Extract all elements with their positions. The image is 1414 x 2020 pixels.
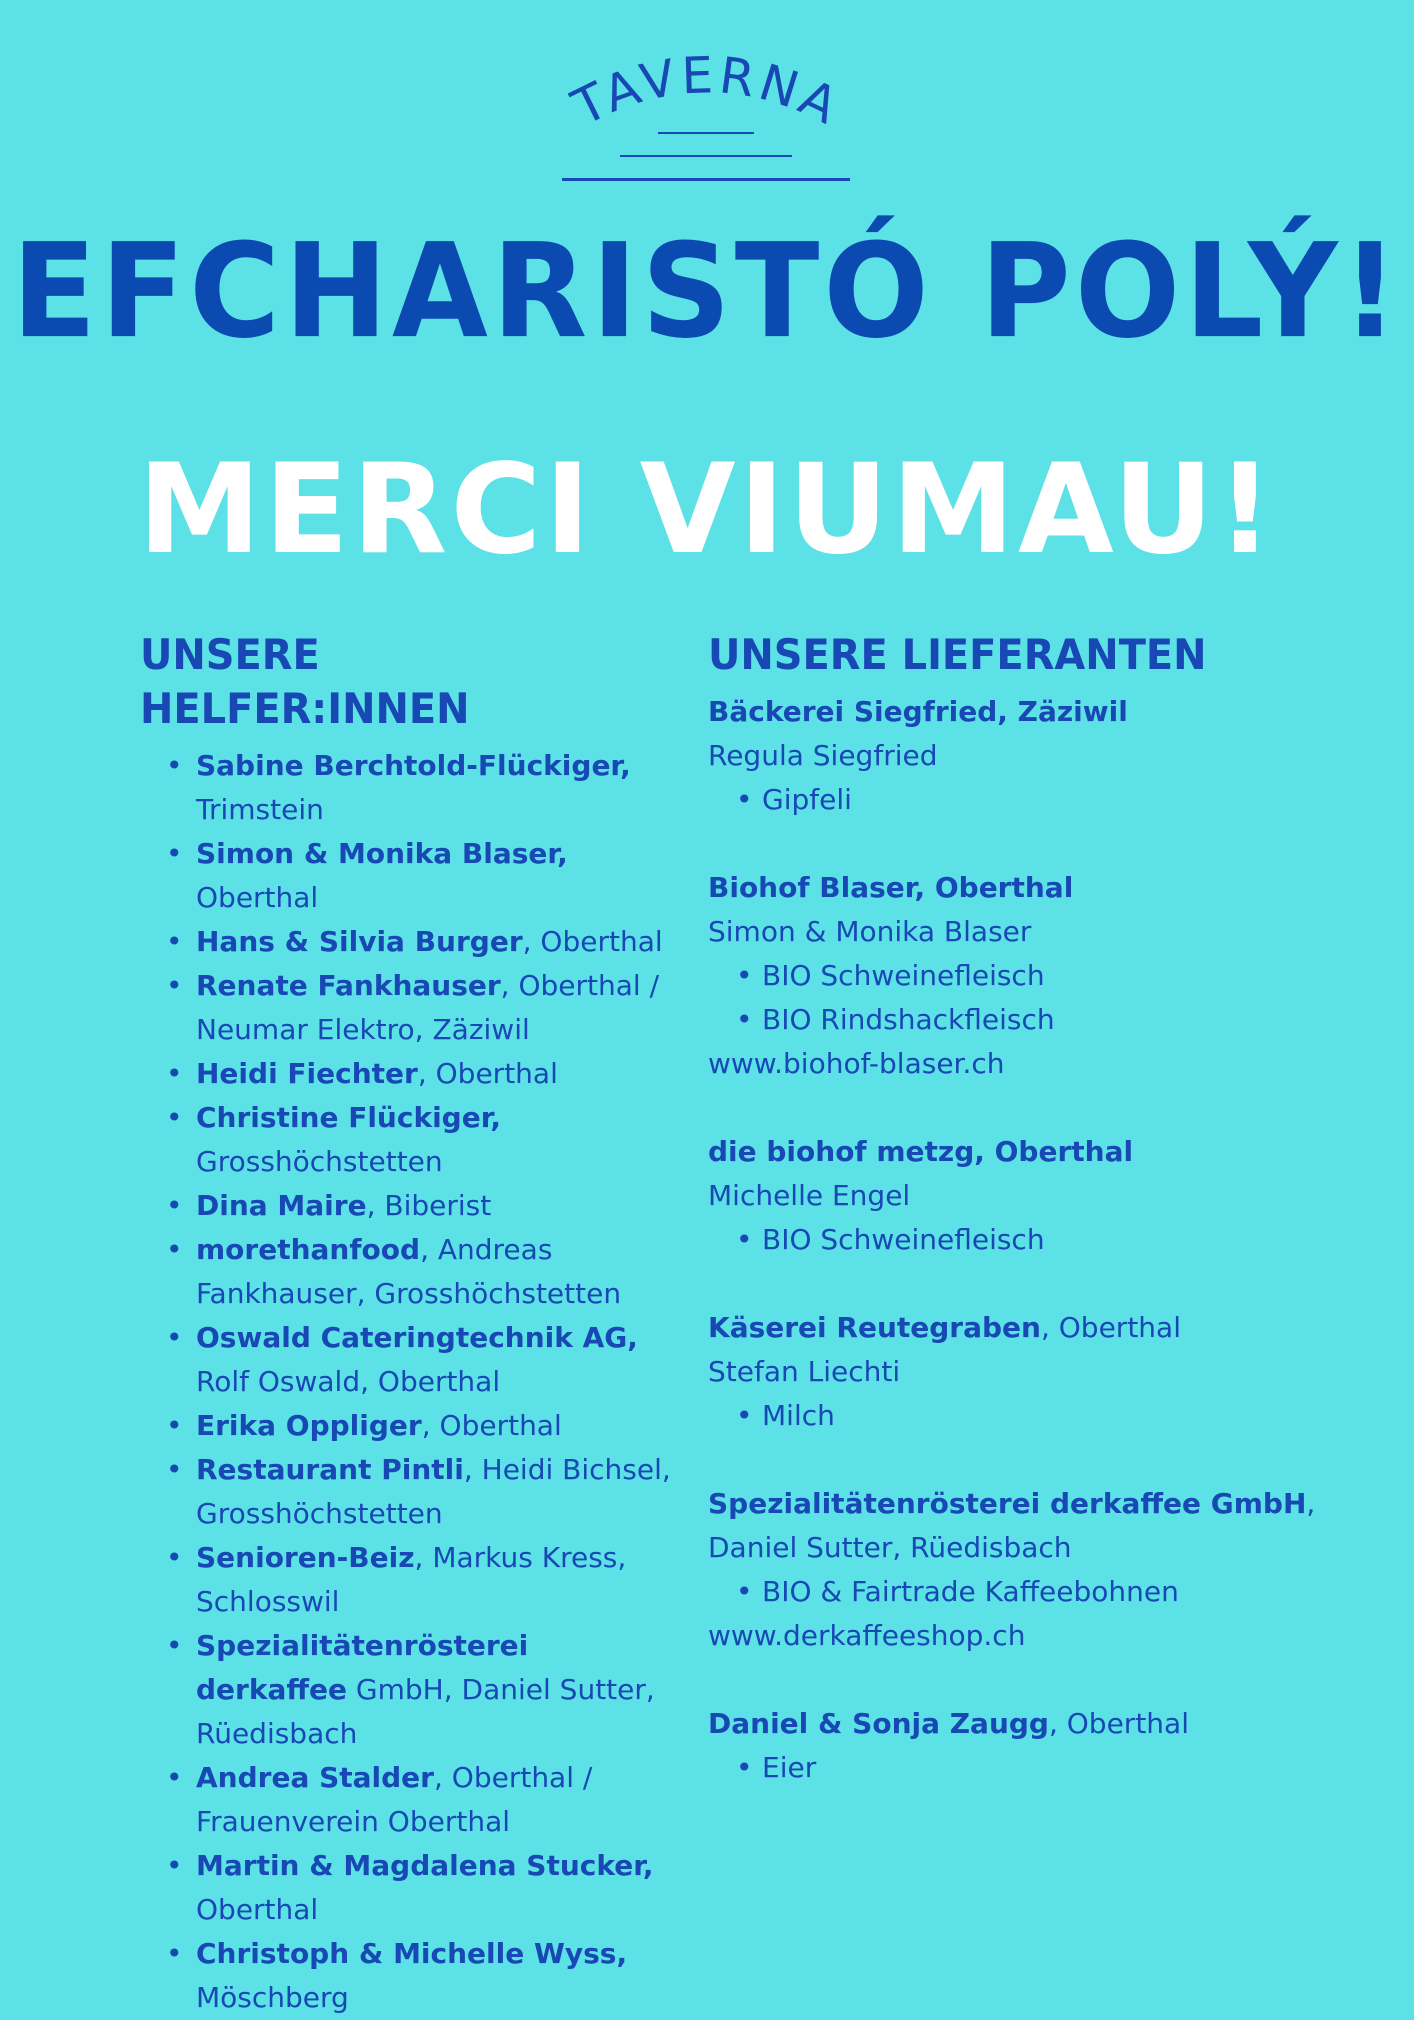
helper-name: Sabine Berchtold-Flückiger,: [196, 749, 631, 782]
helper-name: Martin & Magdalena Stucker,: [196, 1849, 654, 1882]
supplier-block: [708, 1482, 1328, 1658]
helper-name: Simon & Monika Blaser,: [196, 837, 568, 870]
helper-location: , Oberthal / Neumar Elektro, Zäziwil: [196, 969, 660, 1046]
helper-location: , Biberist: [366, 1189, 492, 1222]
supplier-name-line: [708, 866, 1328, 910]
title-greek-thanks: EFCHARISTÓ POLÝ!: [11, 216, 1403, 368]
helper-location: , Oberthal / Frauenverein Oberthal: [196, 1761, 593, 1838]
helper-location: Oberthal: [196, 881, 319, 914]
helper-item: [140, 832, 680, 920]
helper-location: , Markus Kress, Schlosswil: [196, 1541, 627, 1618]
supplier-products: [708, 1570, 1328, 1614]
helper-item: [140, 744, 680, 832]
helper-item: [140, 920, 680, 964]
supplier-products: [708, 1746, 1328, 1790]
supplier-block: [708, 690, 1328, 822]
supplier-name: Käserei Reutegraben: [708, 1311, 1041, 1344]
helper-name: Spezialitätenrösterei derkaffee: [196, 1629, 529, 1706]
supplier-product: • BIO & Fairtrade Kaffeebohnen: [708, 1570, 1328, 1614]
helper-item: [140, 1052, 680, 1096]
logo-divider-long: [562, 178, 850, 181]
supplier-name-line: [708, 690, 1328, 734]
helper-location: Trimstein: [196, 793, 324, 826]
helper-location: , Heidi Bichsel, Grosshöchstetten: [196, 1453, 671, 1530]
helper-item: [140, 1756, 680, 1844]
title-swiss-thanks: MERCI VIUMAU!: [137, 438, 1277, 582]
helper-name: Erika Oppliger: [196, 1409, 422, 1442]
suppliers-section: [708, 628, 1328, 1834]
supplier-website-link[interactable]: www.biohof-blaser.ch: [708, 1047, 1005, 1080]
helper-name: Andrea Stalder: [196, 1761, 434, 1794]
supplier-detail: , Oberthal: [1040, 1311, 1181, 1344]
supplier-block: [708, 1130, 1328, 1262]
helper-item: [140, 1448, 680, 1536]
supplier-name: Daniel & Sonja Zaugg: [708, 1707, 1049, 1740]
supplier-contact: Simon & Monika Blaser: [708, 915, 1032, 948]
taverna-logo-text: [557, 40, 857, 130]
helper-location: , Oberthal: [522, 925, 663, 958]
supplier-name: Bäckerei Siegfried, Zäziwil: [708, 695, 1128, 728]
helper-name: Dina Maire: [196, 1189, 367, 1222]
supplier-detail: , Daniel Sutter, Rüedisbach: [708, 1487, 1316, 1564]
svg-text:TAVERNA: TAVERNA: [563, 46, 851, 130]
helpers-list: [140, 744, 680, 2020]
helper-item: [140, 1184, 680, 1228]
helpers-section: [140, 628, 680, 2020]
helper-location: , Andreas Fankhauser, Grosshöchstetten: [196, 1233, 622, 1310]
helper-item: [140, 1404, 680, 1448]
supplier-products: [708, 954, 1328, 1042]
supplier-name-line: [708, 1702, 1328, 1746]
supplier-name: Biohof Blaser, Oberthal: [708, 871, 1074, 904]
supplier-contact: Michelle Engel: [708, 1179, 911, 1212]
helper-name: Hans & Silvia Burger: [196, 925, 523, 958]
supplier-products: [708, 1218, 1328, 1262]
supplier-product: • Eier: [708, 1746, 1328, 1790]
supplier-detail: , Oberthal: [1048, 1707, 1189, 1740]
supplier-name: Spezialitätenrösterei derkaffee GmbH: [708, 1487, 1307, 1520]
supplier-block: [708, 866, 1328, 1086]
helper-item: [140, 1316, 680, 1404]
helper-name: Christine Flückiger,: [196, 1101, 502, 1134]
helper-location: , Oberthal: [421, 1409, 562, 1442]
supplier-product: • BIO Schweinefleisch: [708, 1218, 1328, 1262]
supplier-name: die biohof metzg, Oberthal: [708, 1135, 1134, 1168]
helper-name: Renate Fankhauser: [196, 969, 501, 1002]
helper-location: Möschberg: [196, 1981, 349, 2014]
helper-location: Oberthal: [196, 1893, 319, 1926]
taverna-logo: [0, 40, 1414, 190]
helper-item: [140, 1844, 680, 1932]
helper-item: [140, 1536, 680, 1624]
supplier-product: • BIO Schweinefleisch: [708, 954, 1328, 998]
helper-location: GmbH, Daniel Sutter, Rüedisbach: [196, 1673, 655, 1750]
supplier-products: [708, 778, 1328, 822]
supplier-products: [708, 1394, 1328, 1438]
helper-item: [140, 964, 680, 1052]
helper-item: [140, 1096, 680, 1184]
helper-item: [140, 1932, 680, 2020]
helper-name: Christoph & Michelle Wyss,: [196, 1937, 628, 1970]
supplier-product: • Milch: [708, 1394, 1328, 1438]
supplier-product: • BIO Rindshackfleisch: [708, 998, 1328, 1042]
helpers-heading: UNSERE HELFER:INNEN: [140, 630, 470, 733]
helper-name: Oswald Cateringtechnik AG,: [196, 1321, 638, 1354]
supplier-contact: Regula Siegfried: [708, 739, 938, 772]
helper-item: [140, 1624, 680, 1756]
suppliers-heading: UNSERE LIEFERANTEN: [708, 630, 1207, 679]
logo-divider-medium: [620, 155, 792, 157]
helper-location: Grosshöchstetten: [196, 1145, 443, 1178]
helper-location: Rolf Oswald, Oberthal: [196, 1365, 501, 1398]
helper-name: Heidi Fiechter: [196, 1057, 418, 1090]
logo-divider-short: [658, 132, 754, 134]
helper-name: Restaurant Pintli: [196, 1453, 464, 1486]
helper-item: [140, 1228, 680, 1316]
supplier-name-line: [708, 1306, 1328, 1350]
supplier-block: [708, 1702, 1328, 1790]
suppliers-list: [708, 690, 1328, 1790]
supplier-name-line: [708, 1482, 1328, 1570]
supplier-contact: Stefan Liechti: [708, 1355, 901, 1388]
supplier-website-link[interactable]: www.derkaffeeshop.ch: [708, 1619, 1026, 1652]
supplier-product: • Gipfeli: [708, 778, 1328, 822]
helper-location: , Oberthal: [417, 1057, 558, 1090]
helper-name: morethanfood: [196, 1233, 421, 1266]
supplier-block: [708, 1306, 1328, 1438]
helper-name: Senioren-Beiz: [196, 1541, 415, 1574]
supplier-name-line: [708, 1130, 1328, 1174]
